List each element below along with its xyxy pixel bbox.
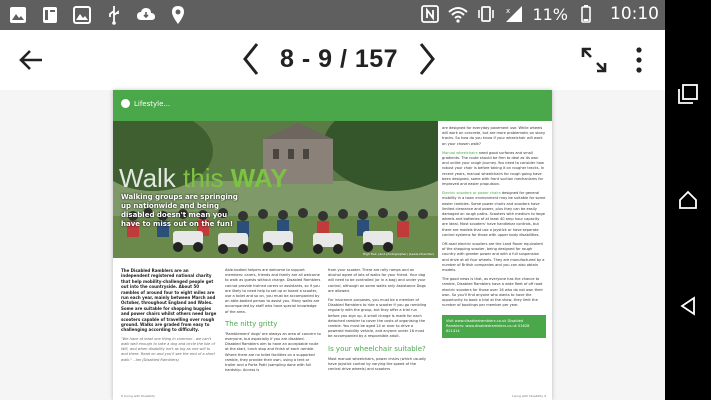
paragraph: For insurance purposes, you must be a member of Disabled Ramblers to ride a scooter if you go rambling regularly with the group, but they offer a trial run before you sign up. A small charge is made for each detached rambler to cover the costs of organising the ramble. You must be aged 14 or over to drive a powered mobility vehicle, and anyone under 16 must be accompanied by a responsible adult. [328, 298, 427, 339]
wifi-icon [448, 4, 468, 24]
section-heading: The nitty gritty [225, 319, 278, 328]
inline-heading: Manual wheelchairs [442, 150, 478, 155]
paragraph: Off-road electric scooters are the Land Rover equivalent of the shopping scooter, being designed for rough country with greater power and with a full suspension and drive at all four wheels. They are manufactured by a number of British companies and you can also obtain models. [442, 242, 545, 273]
clock: 10:10 [610, 4, 659, 24]
section-tag: Lifestyle... [121, 99, 170, 108]
overflow-menu-icon[interactable] [634, 46, 644, 74]
paragraph: need good surfaces and small gradients. The route should be firm to deal as its own and unlike your rough journey. You need to consider how robust your chair is before taking it on rougher tracks. In recent years, manual wheelchairs for rough going have been designed, some with front suction mechanisms for improved and easier propulsion. [442, 150, 545, 187]
paragraph: 'Ramblement' dogs' are always an area of concern to everyone, but especially if you are disabled. Disabled Ramblers aim to have an acceptable route at the start, lunch stop and finish of each ramble. Where there are no toilet facilities on a supported ramble, they provide their own, using a tent or trailer and a Porta Potti (sampling done with full hardship. Access is [225, 331, 321, 373]
page-navigator [240, 40, 438, 78]
svg-text:x: x [506, 7, 511, 15]
battery-icon [576, 4, 596, 24]
next-page-button[interactable] [416, 40, 438, 78]
paragraph: from your scooter. There are rally ramps and an alcohol agree of lots of walks for your friend. Your dog will need to be controlled (or in a bag) and under your control, although on some walks only Assistance Dogs are allowed. [328, 268, 426, 293]
article-subhead: Walking groups are springing up nationwide and being disabled doesn't mean you have to miss out on the fun! [121, 193, 238, 228]
article-column-3 [328, 268, 428, 372]
paragraph: designed for general mobility in a town environment may be suitable for some easier rambles. Some power chairs and scooters have limited clearance and power, plus they can be easily damaged on rough paths. Scooters with medium to large wheels and batteries of at least 40 amp hour capacity are ideal. Most scooters' have handlebar controls, but there are models that use a joystick or have separate control systems for those with upper body disabilities. [442, 191, 546, 237]
paragraph: The good news is that, as everyone has the chance to ramble, Disabled Ramblers have a wide fleet of off road electric scooters for those over 16 who do not own their own. So you'll find anyone who wants to have the opportunity to book a trial at the show, they limit the number of bookings per member per year. [442, 277, 543, 308]
photo-icon [72, 5, 92, 25]
article-headline: Walk this WAY [119, 163, 288, 193]
status-right [420, 4, 659, 24]
section-header [113, 90, 552, 121]
page-footer-right: Living with Disability 9 [512, 394, 546, 398]
pull-quote: "We have at least one thing in common - we can't walk well enough to take a dog and circle the Isle of Will, and when disability isn't as big as one will to and there. Read on and you'll see the end of a short walk." - Ian (Disabled Ramblers) [121, 336, 215, 362]
recent-apps-icon[interactable] [678, 84, 698, 104]
article-intro: The Disabled Ramblers are an independent registered national charity that help mobility-challenged people get out into the countryside. About 50 rambles of around four to eight miles are run each year, mainly between March and October, throughout England and Wales. Some are suitable for shopping buggies and power chairs whilst others need large scooters capable of travelling over rough ground. Walks are graded from easy to challenging according to difficulty. [121, 268, 217, 333]
paragraph: Most manual wheelchairs, power chairs (which usually have joystick control by varying the speed of the central drive wheels) and scooters [328, 356, 427, 372]
paragraph: Able-bodied helpers are welcome to support members: carers, friends and family are all welcome to walk as guests without charge. Disabled Ramblers cannot provide trained carers or assistants, so if you are likely to need help to set up or board a scooter, use a toilet and so on, you must be accompanied by an able-bodied person to assist you. Many walks are accompanied by staff who have special knowledge of the area. [225, 268, 321, 314]
gallery-icon [8, 5, 28, 25]
paragraph: are designed for everyday pavement use. While wheels will work on concrete, but are more problematic on stony tracks. So how do you know if your wheelchair will work on your chosen walk? [442, 126, 546, 146]
back-icon[interactable] [678, 296, 698, 316]
reader-content [0, 90, 665, 400]
notification-icons [8, 5, 188, 25]
article-column-1 [121, 268, 217, 363]
previous-page-button[interactable] [240, 40, 262, 78]
article-column-4 [442, 126, 546, 338]
usb-icon [104, 5, 124, 25]
signal-icon [504, 4, 524, 24]
page-footer-left: 8 Living with Disability [121, 394, 155, 398]
article-column-2 [225, 268, 321, 373]
section-heading: Is your wheelchair suitable? [328, 344, 426, 353]
location-icon [168, 5, 188, 25]
feature-photo [113, 121, 438, 258]
status-bar [0, 0, 665, 30]
back-arrow-icon[interactable] [18, 46, 46, 74]
home-icon[interactable] [678, 190, 698, 210]
photo-credit: High five: (and photographer) (Lewis-Chandler) [362, 252, 434, 256]
fullscreen-icon[interactable] [580, 46, 608, 74]
page-indicator: 8 - 9 / 157 [280, 44, 399, 73]
document-icon [40, 5, 60, 25]
section-dot-icon [121, 99, 130, 108]
inline-heading: Electric scooters or power chairs [442, 191, 501, 196]
reader-toolbar [0, 30, 665, 90]
cloud-download-icon [136, 5, 156, 25]
vibrate-icon [476, 4, 496, 24]
info-box: Visit www.disabledramblers.co.uk Disabled Ramblers: www.disabledramblers.co.uk 01628 621414 [442, 315, 546, 338]
magazine-spread[interactable] [113, 90, 552, 400]
battery-percent: 11% [532, 4, 568, 24]
nfc-icon [420, 4, 440, 24]
system-navigation-bar [665, 0, 711, 400]
